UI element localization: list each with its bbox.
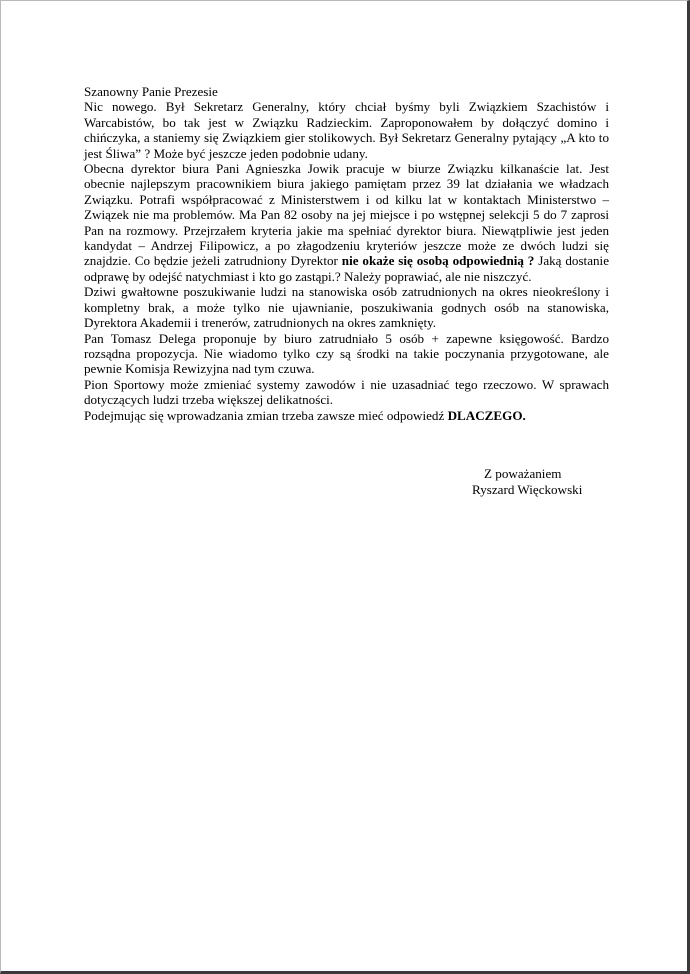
paragraph-4: Pan Tomasz Delega proponuje by biuro zatrudniało 5 osób + zapewne księgowość. Bardzo rozsądna propozycja. Nie wiadomo tylko czy są środki na takie poczynania przygotowane, ale pewnie Komisja Rewizyjna nad tym czuwa. bbox=[84, 330, 609, 377]
paragraph-6-bold-word: DLACZEGO. bbox=[447, 407, 526, 423]
paragraph-5: Pion Sportowy może zmieniać systemy zawodów i nie uzasadniać tego rzeczowo. W sprawach dotyczących ludzi trzeba większej delikatności. bbox=[84, 376, 609, 408]
paragraph-3: Dziwi gwałtowne poszukiwanie ludzi na stanowiska osób zatrudnionych na okres nieokreślony i kompletny brak, a może tylko nie ujawnianie, poszukiwania godnych osób na stanowiska, Dyrektora Akademii i trenerów, zatrudnionych na okres zamknięty. bbox=[84, 284, 609, 331]
paragraph-2-text-start: Obecna dyrektor biura Pani Agnieszka Jowik pracuje w biurze Związku kilkanaście lat. Jest obecnie najlepszym pracownikiem biura jakiego pamiętam przez 39 lat działania we władzach Związku. Potrafi współpracować z Ministerstwem i od kilku lat w kontaktach Ministerstwo – Związek nie ma problemów. Ma Pan 82 osoby na jej miejsce i po wstępnej selekcji 5 do 7 zaprosi Pan na rozmowy. Przejrzałem kryteria jakie ma spełniać dyrektor biura. Niewątpliwie jest jeden kandydat – Andrzej Filipowicz, a po złagodzeniu kryteriów jeszcze może ze dwóch ludzi się znajdzie. Co będzie jeżeli zatrudniony Dyrektor bbox=[84, 161, 609, 269]
paragraph-6 bbox=[84, 408, 609, 423]
salutation: Szanowny Panie Prezesie bbox=[84, 84, 218, 99]
signature-name: Ryszard Więckowski bbox=[472, 482, 583, 497]
paragraph-2-bold-phrase: nie okaże się osobą odpowiednią ? bbox=[341, 253, 535, 269]
paragraph-6-text: Podejmując się wprowadzania zmian trzeba zawsze mieć odpowiedź bbox=[84, 407, 448, 423]
paragraph-2 bbox=[84, 161, 609, 284]
letter-body bbox=[84, 84, 609, 423]
paragraph-1: Nic nowego. Był Sekretarz Generalny, który chciał byśmy byli Związkiem Szachistów i Warcabistów, bo tak jest w Związku Radzieckim. Zaproponowałem by dołączyć domino i chińczyka, a staniemy się Związkiem gier stolikowych. Był Sekretarz Generalny pytający „A kto to jest Śliwa” ? Może być jeszcze jeden podobnie udany. bbox=[84, 99, 609, 161]
paragraph-2-text-end: Jaką dostanie odprawę by odejść natychmiast i kto go zastąpi.? Należy poprawiać, ale nie niszczyć. bbox=[84, 253, 610, 284]
closing-greeting: Z poważaniem bbox=[484, 466, 562, 481]
